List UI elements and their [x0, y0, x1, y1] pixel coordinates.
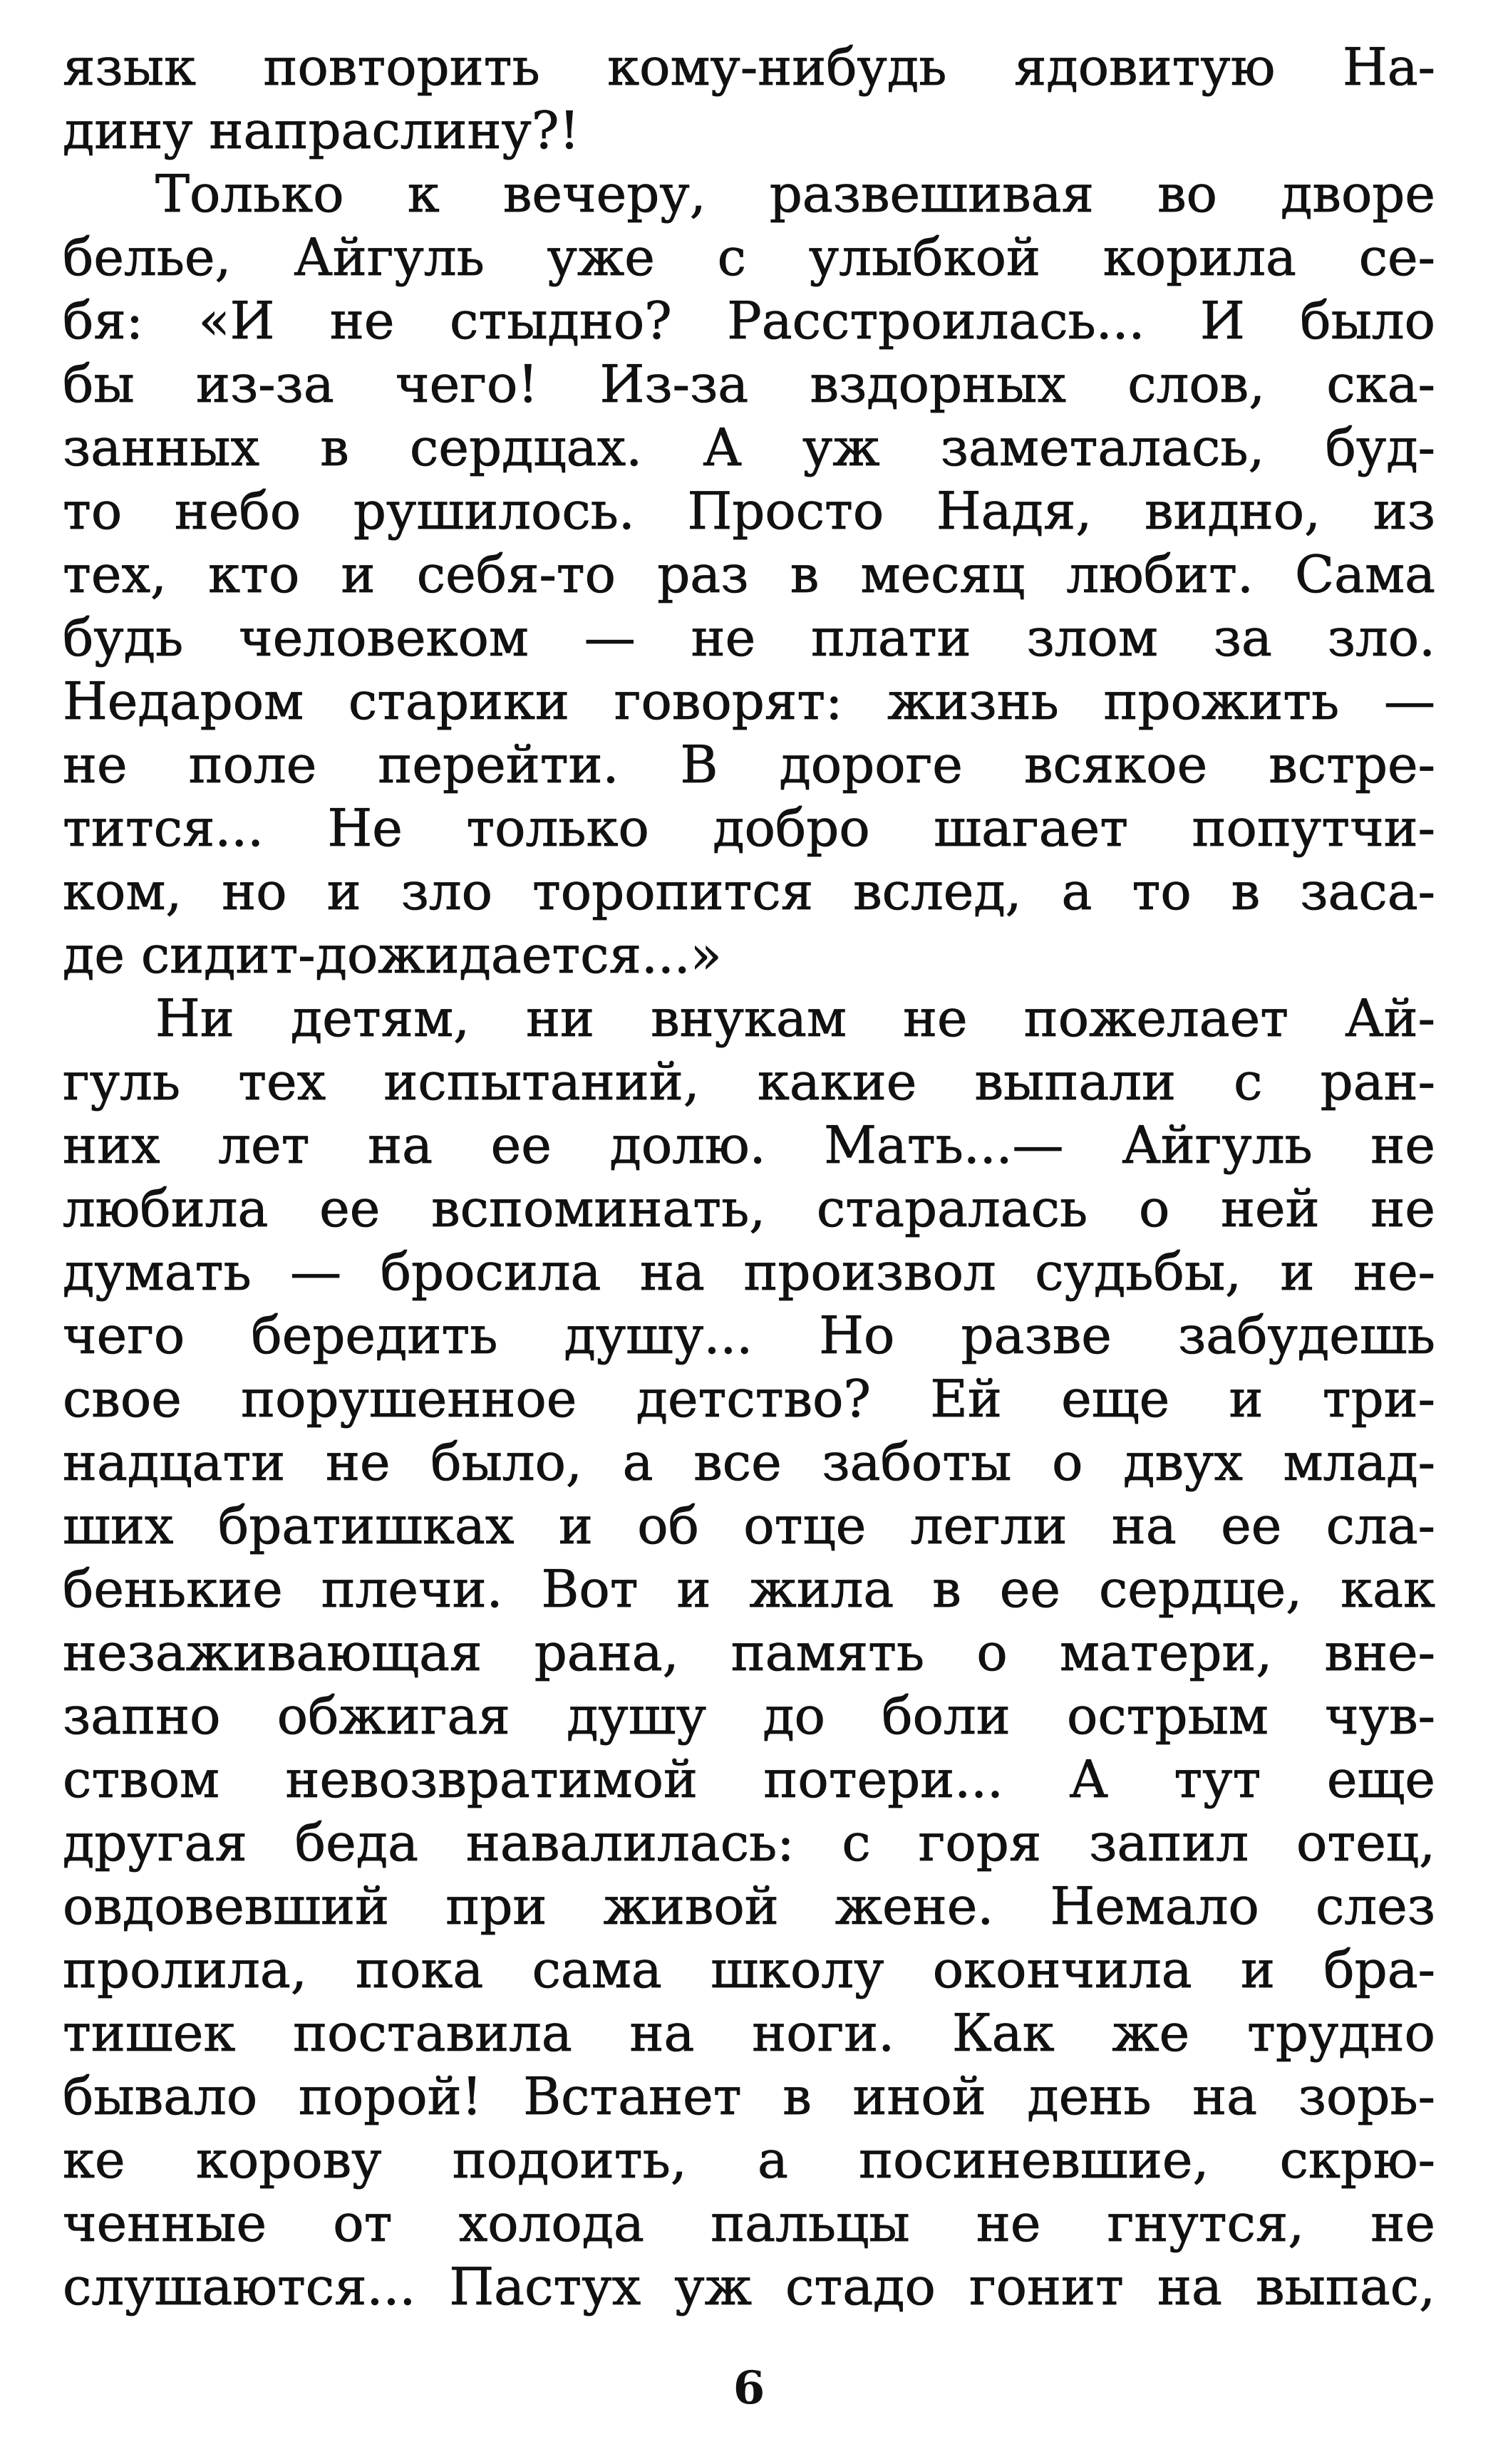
text-line: Недаром старики говорят: жизнь прожить —	[63, 671, 1435, 731]
text-line: занных в сердцах. А уж заметалась, буд-	[63, 418, 1435, 477]
text-line: пролила, пока сама школу окончила и бра-	[63, 1940, 1435, 1999]
text-line: тишек поставила на ноги. Как же трудно	[63, 2003, 1435, 2063]
text-line: не поле перейти. В дороге всякое встре-	[63, 735, 1435, 794]
text-line: бы из-за чего! Из-за вздорных слов, ска-	[63, 354, 1435, 414]
text-line: другая беда навалилась: с горя запил отец,	[63, 1813, 1435, 1873]
text-line: бенькие плечи. Вот и жила в ее сердце, как	[63, 1559, 1435, 1619]
text-line: свое порушенное детство? Ей еще и три-	[63, 1369, 1435, 1429]
text-line: ке корову подоить, а посиневшие, скрю-	[63, 2130, 1435, 2190]
text-line: гуль тех испытаний, какие выпали с ран-	[63, 1052, 1435, 1112]
text-line: тех, кто и себя-то раз в месяц любит. Сама	[63, 544, 1435, 604]
text-line: ших братишках и об отце легли на ее сла-	[63, 1496, 1435, 1555]
text-line: Только к вечеру, развешивая во дворе	[155, 164, 1435, 224]
text-line: тится... Не только добро шагает попутчи-	[63, 798, 1435, 858]
text-line: запно обжигая душу до боли острым чув-	[63, 1686, 1435, 1746]
text-line: чего бередить душу... Но разве забудешь	[63, 1305, 1435, 1365]
text-line: то небо рушилось. Просто Надя, видно, из	[63, 481, 1435, 541]
text-line: слушаются... Пастух уж стадо гонит на выпас,	[63, 2257, 1435, 2317]
text-line: овдовевший при живой жене. Немало слез	[63, 1876, 1435, 1936]
text-line: де сидит-дожидается...»	[63, 925, 722, 985]
text-line: надцати не было, а все заботы о двух млад-	[63, 1432, 1435, 1492]
text-line: ченные от холода пальцы не гнутся, не	[63, 2193, 1435, 2253]
text-line: белье, Айгуль уже с улыбкой корила се-	[63, 227, 1435, 287]
text-line: думать — бросила на произвол судьбы, и не-	[63, 1242, 1435, 1302]
text-line: незаживающая рана, память о матери, вне-	[63, 1622, 1435, 1682]
text-line: бя: «И не стыдно? Расстроилась... И было	[63, 291, 1435, 351]
text-line: ством невозвратимой потери... А тут еще	[63, 1749, 1435, 1809]
text-line: любила ее вспоминать, старалась о ней не	[63, 1179, 1435, 1238]
page-number: 6	[733, 2361, 765, 2415]
text-line: дину напраслину?!	[63, 100, 580, 160]
book-page-text	[63, 36, 1435, 2387]
text-line: Ни детям, ни внукам не пожелает Ай-	[155, 988, 1435, 1048]
text-line: бывало порой! Встанет в иной день на зорь-	[63, 2066, 1435, 2126]
text-line: будь человеком — не плати злом за зло.	[63, 608, 1435, 668]
text-line: ком, но и зло торопится вслед, а то в заса-	[63, 861, 1435, 921]
text-line: них лет на ее долю. Мать...— Айгуль не	[63, 1115, 1435, 1175]
text-line: язык повторить кому-нибудь ядовитую На-	[63, 37, 1435, 97]
